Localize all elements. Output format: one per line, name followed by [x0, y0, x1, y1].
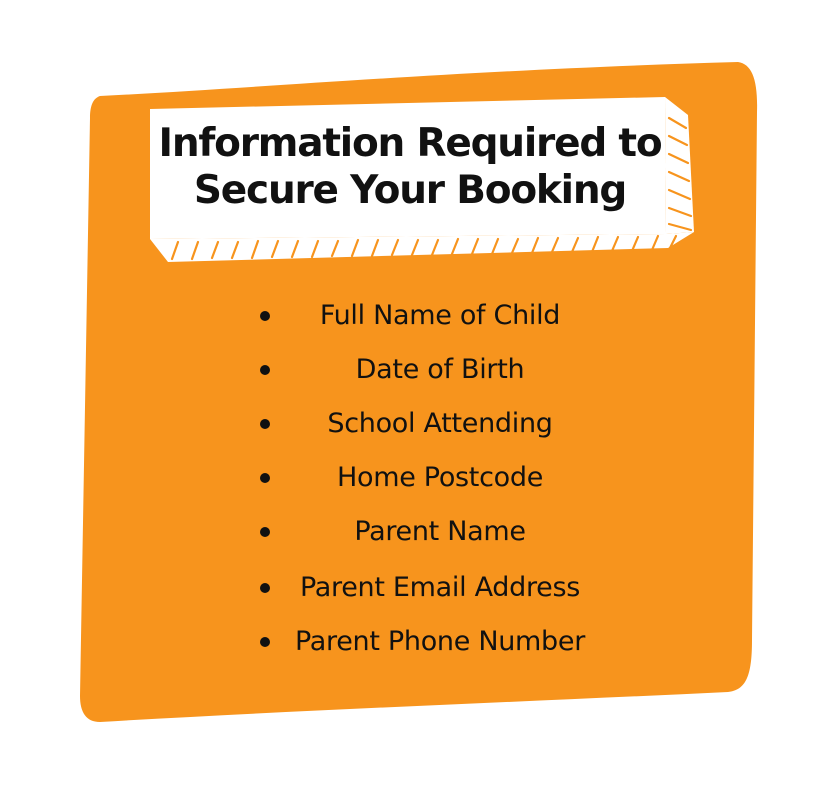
list-item-text: Full Name of Child [319, 300, 561, 331]
list-item-text: Parent Phone Number [295, 626, 585, 657]
bullet-icon [260, 311, 270, 321]
bullet-icon [260, 365, 270, 375]
bullet-icon [260, 637, 270, 647]
title-line-1: Information Required to [158, 121, 662, 166]
list-item-text: School Attending [327, 408, 553, 439]
list-item-text: Parent Email Address [299, 572, 581, 603]
list-item [255, 458, 600, 498]
list-item [255, 568, 600, 608]
bullet-icon [260, 583, 270, 593]
bullet-icon [260, 473, 270, 483]
list-item [255, 512, 600, 552]
title-line-2: Secure Your Booking [193, 168, 627, 213]
list-item-text: Parent Name [354, 516, 526, 547]
list-item-text: Date of Birth [355, 354, 525, 385]
list-item [255, 296, 600, 336]
list-item [255, 404, 600, 444]
bullet-icon [260, 419, 270, 429]
list-item [255, 350, 600, 390]
bullet-icon [260, 527, 270, 537]
list-item [255, 622, 600, 662]
list-item-text: Home Postcode [336, 462, 544, 493]
